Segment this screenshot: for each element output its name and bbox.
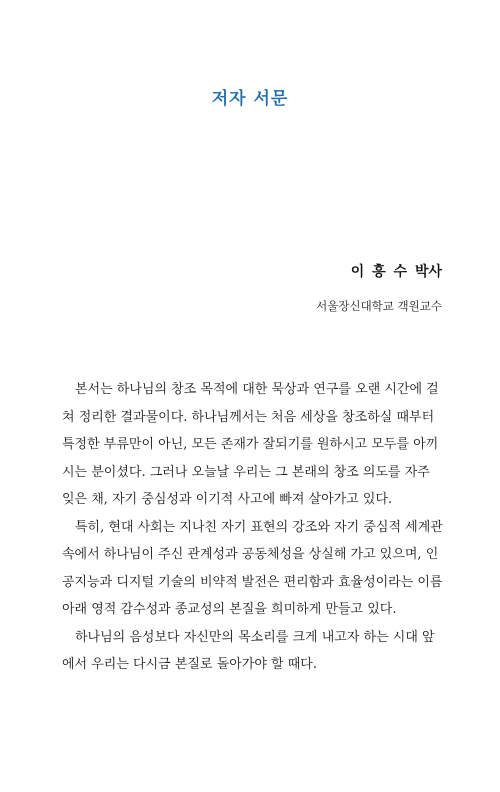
text-line: 잊은 채, 자기 중심성과 이기적 사고에 빠져 살아가고 있다. xyxy=(62,492,393,507)
text-line: 특히, 현대 사회는 지나친 자기 표현의 강조와 자기 중심적 세계관 xyxy=(75,519,443,535)
text-line: 공지능과 디지털 기술의 비약적 발전은 편리함과 효율성이라는 이름 xyxy=(62,574,443,590)
text-line: 본서는 하나님의 창조 목적에 대한 묵상과 연구를 오랜 시간에 걸 xyxy=(75,382,439,397)
author-affiliation: 서울장신대학교 객원교수 xyxy=(316,299,442,313)
paragraph xyxy=(62,514,447,624)
text-line: 특정한 부류만이 아닌, 모든 존재가 잘되기를 원하시고 모두를 아끼 xyxy=(62,437,439,452)
text-line: 에서 우리는 다시금 본질로 돌아가야 할 때다. xyxy=(62,657,317,672)
paragraph xyxy=(62,376,447,514)
text-line: 하나님의 음성보다 자신만의 목소리를 크게 내고자 하는 시대 앞 xyxy=(75,629,435,645)
author-block xyxy=(316,262,442,314)
text-line: 쳐 정리한 결과물이다. 하나님께서는 처음 세상을 창조하실 때부터 xyxy=(62,409,435,425)
paragraph xyxy=(62,624,447,679)
text-line: 시는 분이셨다. 그러나 오늘날 우리는 그 본래의 창조 의도를 자주 xyxy=(62,464,430,480)
preface-body xyxy=(62,376,447,679)
page-title: 저자 서문 xyxy=(211,89,289,109)
author-name: 이 흥 수 박사 xyxy=(350,264,442,280)
text-line: 아래 영적 감수성과 종교성의 본질을 희미하게 만들고 있다. xyxy=(62,602,397,617)
text-line: 속에서 하나님이 주신 관계성과 공동체성을 상실해 가고 있으며, 인 xyxy=(62,547,439,562)
